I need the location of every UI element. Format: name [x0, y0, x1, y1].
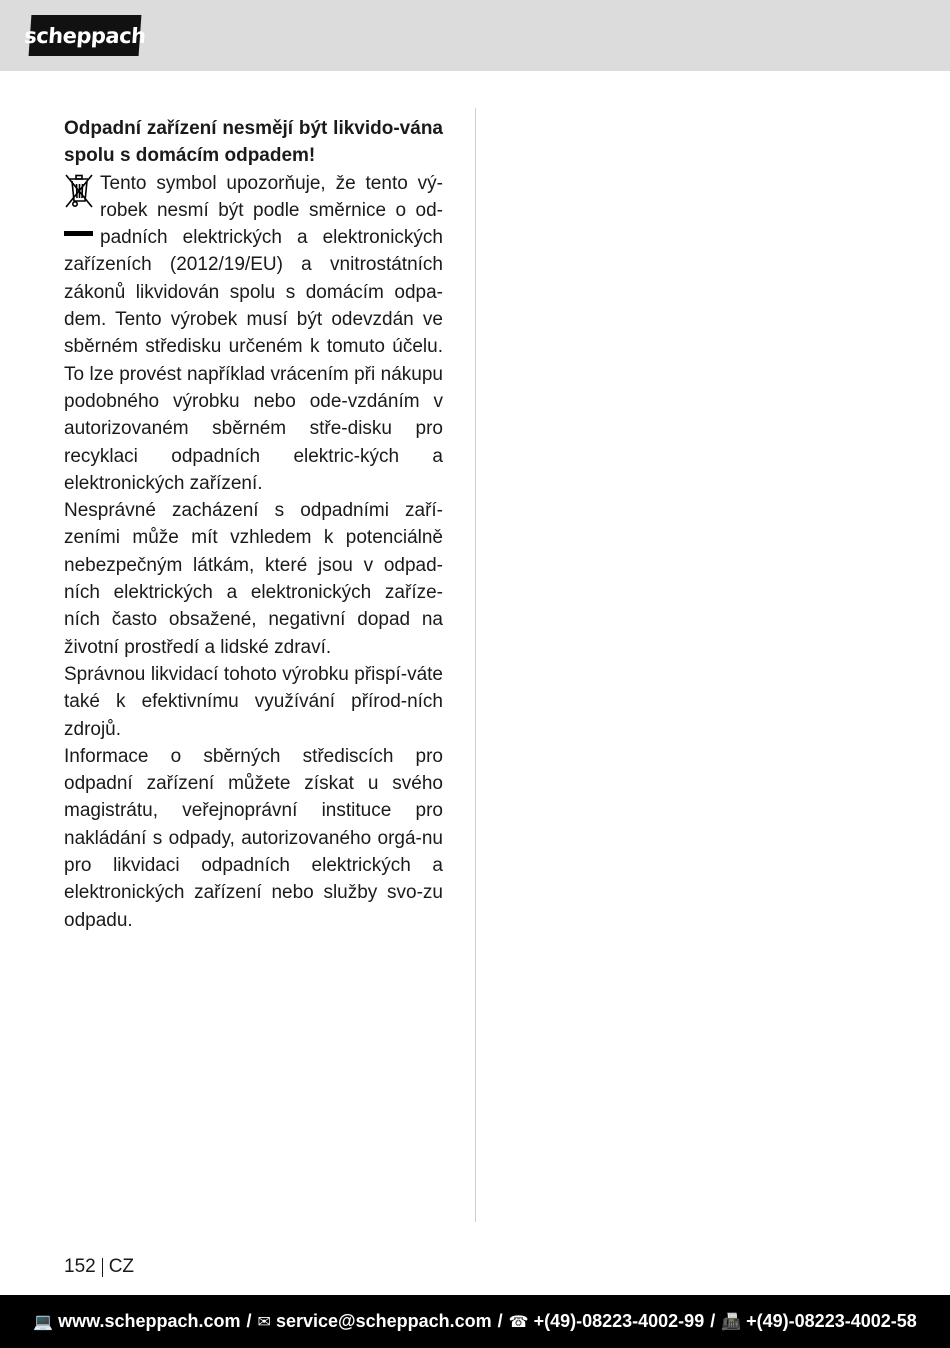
contact-separator: / [497, 1311, 503, 1331]
language-code: CZ [108, 1256, 135, 1277]
phone-icon: ☎ [508, 1312, 529, 1331]
scheppach-logo: scheppach [29, 15, 142, 56]
mail-icon: ✉ [257, 1312, 271, 1331]
page-number: 152 [64, 1256, 96, 1277]
website-link[interactable]: www.scheppach.com [58, 1311, 241, 1331]
fax-number: +(49)-08223-4002-58 [746, 1311, 917, 1331]
footer-separator [102, 1258, 103, 1277]
paragraph-3: Správnou likvidací tohoto výrobku přispí-váte také k efektivnímu využívání přírod-ních zdrojů. [64, 663, 443, 740]
crossed-out-wheelie-bin-icon [64, 173, 94, 209]
paragraph-1: Tento symbol upozorňuje, že tento vý-robek nesmí být podle směrnice o od-padních elektrických a elektronických zařízeních (2012/19/EU) a vnitrostátních zákonů likvidován spolu s domácím odpa-dem. Tento výrobek musí být odevzdán ve sběrném středisku určeném k tomuto účelu. To lze provést například vrácením při nákupu podobného výrobku nebo ode-vzdáním v autorizovaném sběrném stře-disku pro recyklaci odpadních elektric-kých a elektronických zařízení. [64, 172, 443, 494]
section-heading: Odpadní zařízení nesmějí být likvido-vána spolu s domácím odpadem! [64, 118, 443, 167]
main-content [64, 115, 443, 934]
fax-icon: 📠 [721, 1312, 742, 1331]
contact-separator: / [710, 1311, 716, 1331]
page-footer [64, 1256, 134, 1278]
column-divider [475, 108, 476, 1222]
paragraph-2: Nesprávné zacházení s odpadními zaří-zeními může mít vzhledem k potenciálně nebezpečným látkám, které jsou v odpad-ních elektrických a elektronických zaříze-ních často obsažené, negativní dopad na životní prostředí a lidské zdraví. [64, 500, 443, 658]
phone-number: +(49)-08223-4002-99 [533, 1311, 705, 1331]
computer-icon: 💻 [33, 1312, 54, 1331]
header-band [0, 0, 950, 71]
paragraph-4: Informace o sběrných střediscích pro odpadní zařízení můžete získat u svého magistrátu, veřejnoprávní instituce pro nakládání s odpady, autorizovaného orgá-nu pro likvidaci odpadních elektrických a elektronických zařízení nebo služby svo-zu odpadu. [64, 745, 443, 931]
weee-symbol [64, 170, 100, 248]
contact-bar [0, 1295, 950, 1348]
contact-separator: / [246, 1311, 252, 1331]
email-link[interactable]: service@scheppach.com [275, 1311, 492, 1331]
weee-paragraph [64, 170, 443, 498]
weee-underline-bar [64, 231, 93, 236]
